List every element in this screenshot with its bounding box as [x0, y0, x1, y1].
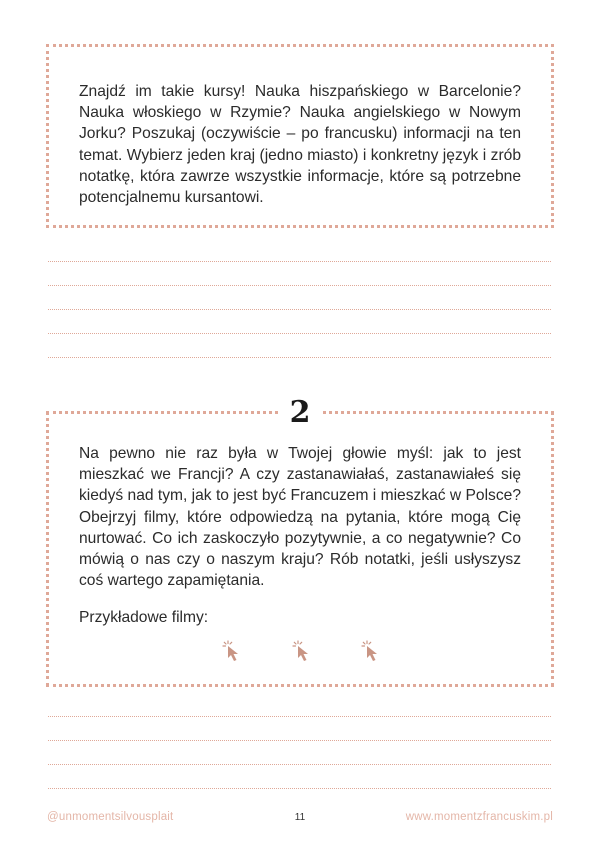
exercise-box-1: [46, 44, 554, 228]
exercise-2-text: Na pewno nie raz była w Twojej głowie myśl: jak to jest mieszkać we Francji? A czy zastanawiałaś, zastanawiałeś się kiedyś nad tym, jak to jest być Francuzem i mieszkać w Polsce? Obejrzyj filmy, które odpowiedzą na pytania, które mogą Cię nurtować. Co ich zaskoczyło pozytywnie, a co negatywnie? Co mówią o nas czy o naszym kraju? Rób notatki, jeśli usłyszysz coś wartego zapamiętania.: [79, 445, 521, 590]
writing-line: [48, 333, 551, 334]
example-films-label: Przykładowe filmy:: [79, 609, 209, 626]
cursor-click-icon[interactable]: [361, 640, 383, 662]
cursor-click-icon[interactable]: [222, 640, 244, 662]
cursor-click-icon[interactable]: [292, 640, 314, 662]
writing-line: [48, 261, 551, 262]
writing-line: [48, 285, 551, 286]
exercise-number: 2: [280, 396, 321, 430]
exercise-1-text: Znajdź im takie kursy! Nauka hiszpańskiego w Barcelonie? Nauka włoskiego w Rzymie? Nauka angielskiego w Nowym Jorku? Poszukaj (oczywiście – po francusku) informacji na ten temat. Wybierz jeden kraj (jedno miasto) i konkretny język i zrób notatkę, która zawrze wszystkie informacje, które są potrzebne potencjalnemu kursantowi.: [79, 83, 521, 207]
page-number: 11: [294, 812, 306, 823]
footer-website-link[interactable]: www.momentzfrancuskim.pl: [405, 811, 553, 823]
writing-line: [48, 309, 551, 310]
writing-line: [48, 764, 551, 765]
footer-social-handle[interactable]: @unmomentsilvousplait: [47, 811, 174, 823]
exercise-box-2: [46, 395, 554, 687]
writing-line: [48, 716, 551, 717]
writing-line: [48, 788, 551, 789]
writing-line: [48, 357, 551, 358]
writing-line: [48, 740, 551, 741]
